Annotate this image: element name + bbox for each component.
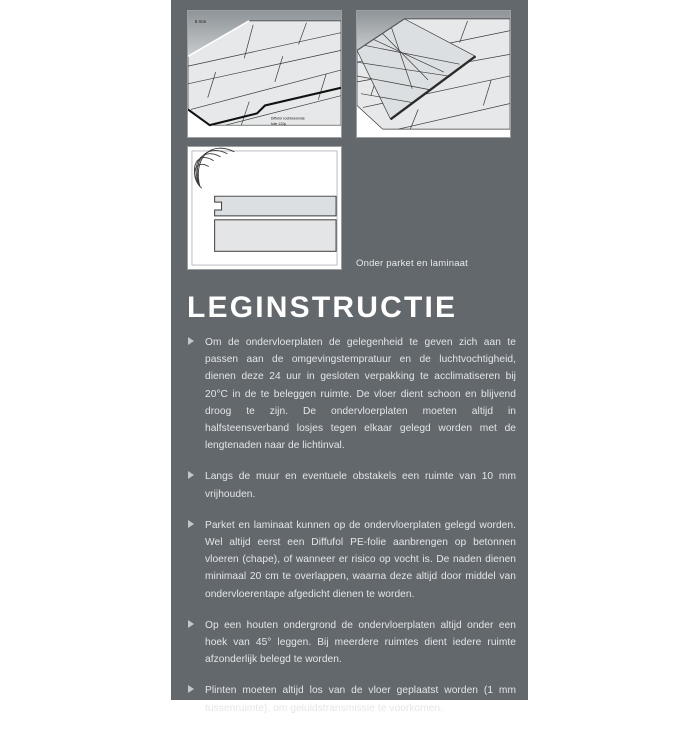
instruction-text: Parket en laminaat kunnen op de ondervloerplaten gelegd worden. Wel altijd eerst een Diffufol PE-folie aanbrengen op betonnen vloeren (chape), of wanneer er risico op vocht is. De naden dienen minimaal 20 cm te overlappen, waarna deze altijd door middel van ondervloerentape afgedicht dienen te worden. xyxy=(205,519,516,600)
triangle-bullet-icon xyxy=(188,520,194,528)
gap-dimension-label: 5 mm xyxy=(194,18,207,24)
figure-laying-pattern xyxy=(187,10,342,138)
instruction-list xyxy=(187,334,516,731)
list-item xyxy=(187,617,516,669)
list-item xyxy=(187,468,516,502)
foil-label-line2: folie 120µ xyxy=(270,122,287,127)
cross-section-illustration xyxy=(188,147,341,269)
underlay-board xyxy=(215,220,336,251)
triangle-bullet-icon xyxy=(188,620,194,628)
figure-caption: Onder parket en laminaat xyxy=(356,258,468,269)
laying-pattern-illustration xyxy=(188,11,341,137)
instruction-text: Langs de muur en eventuele obstakels een ruimte van 10 mm vrijhouden. xyxy=(205,471,516,500)
planks-over-underlay-illustration xyxy=(357,11,510,137)
list-item xyxy=(187,334,516,454)
instruction-text: Plinten moeten altijd los van de vloer geplaatst worden (1 mm tussenruimte), om geluidstransmissie te voorkomen. xyxy=(205,685,516,714)
instruction-text: Op een houten ondergrond de ondervloerplaten altijd onder een hoek van 45° leggen. Bij meerdere ruimtes dient iedere ruimte afzonderlijk belegd te worden. xyxy=(205,619,516,666)
page-title: LEGINSTRUCTIE xyxy=(187,291,458,324)
content-panel xyxy=(171,0,528,714)
foil-label-line1: Diffufol vochtwerende xyxy=(270,116,305,121)
plank-profile xyxy=(215,196,336,216)
figure-planks-over-underlay xyxy=(356,10,511,138)
instruction-text: Om de ondervloerplaten de gelegenheid te geven zich aan te passen aan de omgevingstempratuur en de luchtvochtigheid, dienen deze 24 uur in gesloten verpakking te acclimatiseren bij 20°C in de te beleggen ruimte. De vloer dient schoon en blijvend droog te zijn. De ondervloerplaten moeten altijd in halfsteensverband losjes tegen elkaar gelegd worden met de lengtenaden naar de lichtinval. xyxy=(205,337,516,452)
list-item xyxy=(187,517,516,603)
figure-group xyxy=(171,0,528,280)
figure-cross-section xyxy=(187,146,342,270)
triangle-bullet-icon xyxy=(188,471,194,479)
triangle-bullet-icon xyxy=(188,685,194,693)
triangle-bullet-icon xyxy=(188,337,194,345)
